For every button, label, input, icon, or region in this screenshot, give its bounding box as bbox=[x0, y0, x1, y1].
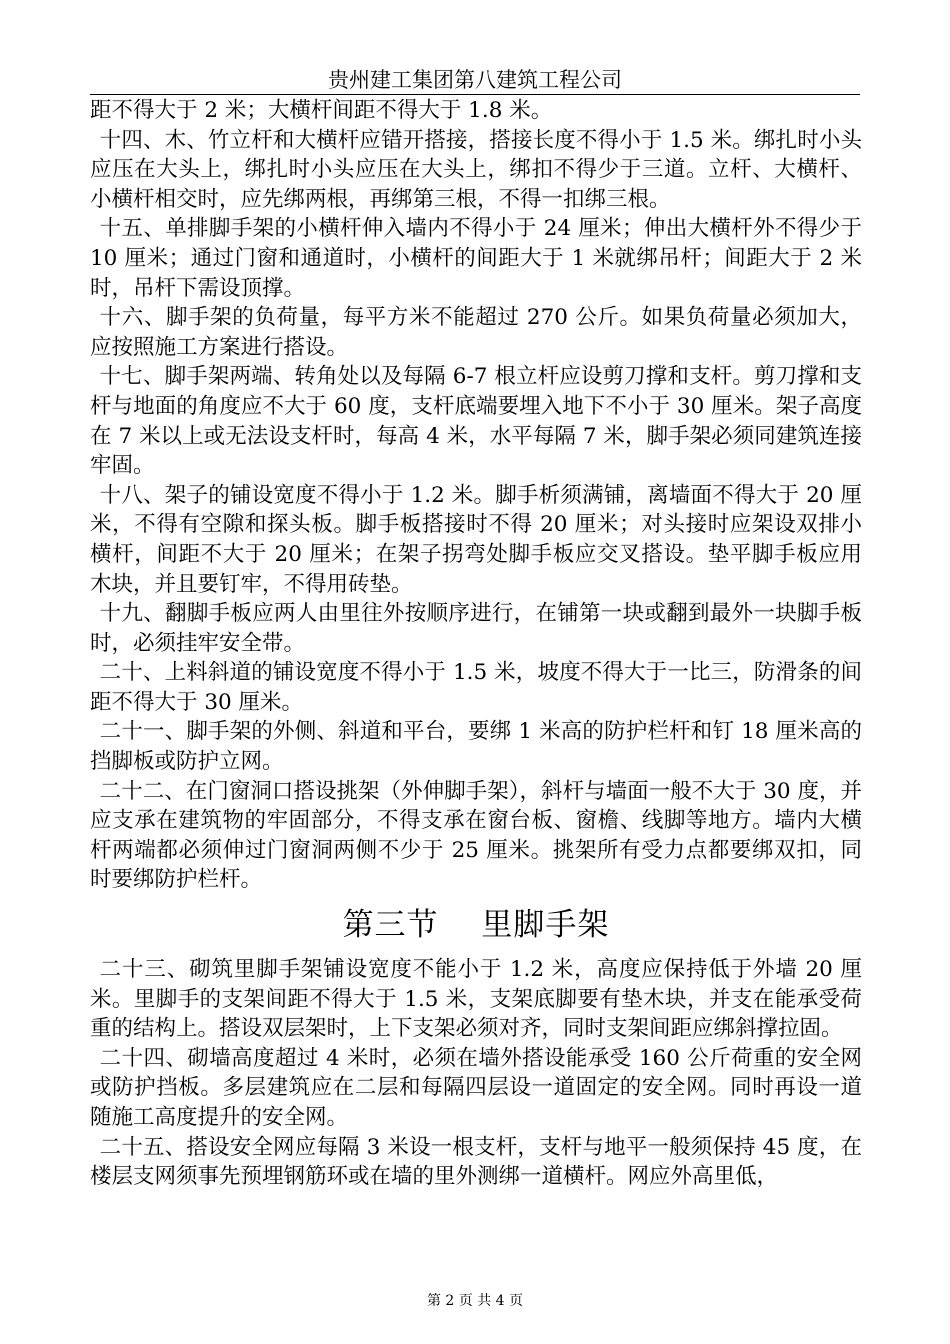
company-name: 贵州建工集团第八建筑工程公司 bbox=[328, 68, 622, 92]
paragraph-17: 十七、脚手架两端、转角处以及每隔 6-7 根立杆应设剪刀撑和支杆。剪刀撑和支杆与地面的角度应不大于 60 度，支杆底端要埋入地下不小于 30 厘米。架子高度在 7 米以上或无法设支杆时，每高 4 米，水平每隔 7 米，脚手架必须同建筑连接牢固。 bbox=[90, 364, 862, 479]
document-body bbox=[90, 96, 862, 1192]
page-footer bbox=[90, 1292, 860, 1310]
section-title: 第三节 里脚手架 bbox=[342, 907, 610, 944]
paragraph-19: 十九、翻脚手板应两人由里往外按顺序进行，在铺第一块或翻到最外一块脚手板时，必须挂牢安全带。 bbox=[90, 601, 862, 656]
paragraph-21: 二十一、脚手架的外侧、斜道和平台，要绑 1 米高的防护栏杆和钉 18 厘米高的挡脚板或防护立网。 bbox=[90, 719, 862, 775]
paragraph-16: 十六、脚手架的负荷量，每平方米不能超过 270 公斤。如果负荷量必须加大，应按照施工方案进行搭设。 bbox=[90, 305, 862, 360]
paragraph-continued: 距不得大于 2 米；大横杆间距不得大于 1.8 米。 bbox=[90, 98, 553, 123]
paragraph-22: 二十二、在门窗洞口搭设挑架（外伸脚手架），斜杆与墙面一般不大于 30 度，并应支承在建筑物的牢固部分，不得支承在窗台板、窗檐、线脚等地方。墙内大横杆两端都必须伸过门窗洞两侧不少于 25 厘米。挑架所有受力点都要绑双扣，同时要绑防护栏杆。 bbox=[90, 778, 862, 893]
paragraph-24: 二十四、砌墙高度超过 4 米时，必须在墙外搭设能承受 160 公斤荷重的安全网或防护挡板。多层建筑应在二层和每隔四层设一道固定的安全网。同时再设一道随施工高度提升的安全网。 bbox=[90, 1045, 862, 1130]
paragraph-14: 十四、木、竹立杆和大横杆应错开搭接，搭接长度不得小于 1.5 米。绑扎时小头应压在大头上，绑扎时小头应压在大头上，绑扣不得少于三道。立杆、大横杆、小横杆相交时，应先绑两根，再绑第三根，不得一扣绑三根。 bbox=[90, 127, 862, 212]
page-number: 第 2 页 共 4 页 bbox=[426, 1293, 524, 1309]
paragraph-23: 二十三、砌筑里脚手架铺设宽度不能小于 1.2 米，高度应保持低于外墙 20 厘米。里脚手的支架间距不得大于 1.5 米，支架底脚要有垫木块，并支在能承受荷重的结构上。搭设双层架时，上下支架必须对齐，同时支架间距应绑斜撑拉固。 bbox=[90, 957, 862, 1042]
paragraph-18: 十八、架子的铺设宽度不得小于 1.2 米。脚手析须满铺，离墙面不得大于 20 厘米，不得有空隙和探头板。脚手板搭接时不得 20 厘米；对头接时应架设双排小横杆，间距不大于 20 厘米；在架子拐弯处脚手板应交叉搭设。垫平脚手板应用木块，并且要钉牢，不得用砖垫。 bbox=[90, 482, 862, 597]
paragraph-25: 二十五、搭设安全网应每隔 3 米设一根支杆，支杆与地平一般须保持 45 度，在楼层支网须事先预埋钢筋环或在墙的里外测绑一道横杆。网应外高里低， bbox=[90, 1134, 862, 1190]
page-header bbox=[90, 66, 860, 95]
paragraph-20: 二十、上料斜道的铺设宽度不得小于 1.5 米，坡度不得大于一比三，防滑条的间距不得大于 30 厘米。 bbox=[90, 660, 862, 715]
paragraph-15: 十五、单排脚手架的小横杆伸入墙内不得小于 24 厘米；伸出大横杆外不得少于 10 厘米；通过门窗和通道时，小横杆的间距大于 1 米就绑吊杆；间距大于 2 米时，吊杆下需设顶撑。 bbox=[90, 216, 862, 301]
